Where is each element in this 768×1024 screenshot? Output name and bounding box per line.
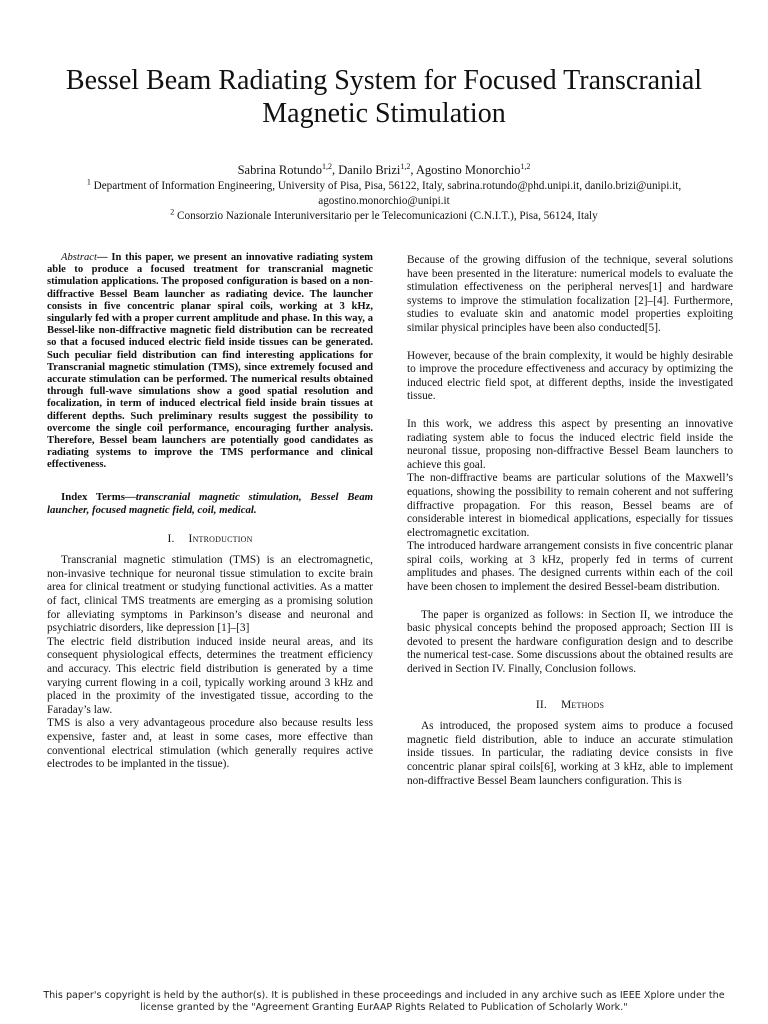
- body-paragraph: The introduced hardware arrangement consists in five concentric planar spiral coils, working at 3 kHz, properly fed in terms of current amplitudes and phases. The designed currents within each of the coil have been chosen to implement the desired Bessel-beam distribution.: [407, 540, 733, 594]
- index-terms: Index Terms—transcranial magnetic stimulation, Bessel Beam launcher, focused magnetic field, coil, medical.: [47, 490, 373, 516]
- author-name: Sabrina Rotundo: [237, 163, 322, 177]
- right-column: [407, 254, 733, 788]
- author-affil-sup: 1,2: [400, 161, 411, 171]
- left-column: [47, 252, 373, 772]
- affiliation-2: $^2$ Consorzio Nazionale Interuniversitario per le Telecomunicazioni (C.N.I.T.), Pisa, 56124, Italy: [170, 207, 598, 222]
- body-paragraph: However, because of the brain complexity, it would be highly desirable to improve the procedure effectiveness and accuracy by optimizing the induced electric field spot, at different depths, inside the investigated tissue.: [407, 349, 733, 403]
- body-paragraph: The non-diffractive beams are particular solutions of the Maxwell’s equations, showing the possibility to remain coherent and not suffering diffractive propagation. For this reason, Bessel beams are of considerable interest in biomedical applications, especially for tissues electromagnetic excitation.: [407, 472, 733, 539]
- body-paragraph: The paper is organized as follows: in Section II, we introduce the basic physical concepts behind the proposed approach; Section III is devoted to present the hardware configuration design and to describe the numerical test-case. Some discussions about the obtained results are derived in Section IV. Finally, Conclusion follows.: [407, 608, 733, 676]
- body-paragraph: Transcranial magnetic stimulation (TMS) is an electromagnetic, non-invasive technique for neuronal tissue stimulation to excite brain area for clinical treatment or studying functional activities. As a matter of fact, clinical TMS treatments are emerging as a promising solution for alleviating symptoms in Parkinson’s disease and neuronal and psychiatric disorders, like depression [1]–[3]: [47, 554, 373, 635]
- author-affil-sup: 1,2: [520, 161, 531, 171]
- section-heading-introduction: I. Introduction: [167, 532, 253, 545]
- body-paragraph: The electric field distribution induced inside neural areas, and its consequent physiological effects, determines the treatment efficiency and accuracy. This electric field distribution is generated by a time varying current flowing in a coil, typically working around 3 kHz and placed in the proximity of the investigated tissue, according to the Faraday’s law.: [47, 635, 373, 716]
- body-paragraph: TMS is also a very advantageous procedure also because results less expensive, faster and, at least in some cases, more effective than conventional electrical stimulation (which generally requires active electrodes to be implanted in the tissue).: [47, 717, 373, 771]
- author-affil-sup: 1,2: [321, 161, 332, 171]
- body-paragraph: As introduced, the proposed system aims to produce a focused magnetic field distribution, able to induce an accurate stimulation inside tissues. In particular, the radiating device consists in five concentric planar spiral coils[6], working at 3 kHz, able to implement non-diffractive Bessel Beam launchers configuration. This is: [407, 720, 733, 787]
- section-heading-methods: II. Methods: [535, 698, 605, 711]
- paper-title: Bessel Beam Radiating System for Focused Transcranial Magnetic Stimulation: [65, 65, 703, 129]
- author-line: Sabrina Rotundo$^{1,2}$, Danilo Brizi$^{1,2}$, Agostino Monorchio$^{1,2}$: [237, 161, 531, 177]
- affiliation-1: $^1$ Department of Information Engineering, University of Pisa, Pisa, 56122, Italy, sabrina.rotundo@phd.unipi.it, danilo.brizi@unipi.it, agostino.monorchio@unipi.it: [86, 177, 682, 207]
- body-paragraph: Because of the growing diffusion of the technique, several solutions have been presented in the literature: numerical models to evaluate the stimulation effectiveness on the peripheral nerves[1] and hardware systems to improve the stimulation focalization [2]–[4]. Furthermore, studies to evaluate skin and anatomic model properties exploiting similar physical principles have been also conducted[5].: [407, 254, 733, 334]
- author-name: Agostino Monorchio: [415, 163, 521, 177]
- author-name: Danilo Brizi: [338, 163, 401, 177]
- body-paragraph: In this work, we address this aspect by presenting an innovative radiating system able to focus the induced electric field inside the neuronal tissue, proposing non-diffractive Bessel Beam launchers to achieve this goal.: [407, 417, 733, 471]
- abstract: Abstract— In this paper, we present an innovative radiating system able to produce a focused treatment for transcranial magnetic stimulation applications. The proposed configuration is based on a non-diffractive Bessel Beam launcher as radiating device. The launcher consists in five concentric planar spiral coils, working at 3 kHz, singularly fed with a proper current amplitude and phase. In this way, a Bessel-like non-diffractive magnetic field distribution can be recreated so that a focused induced electric field inside tissues can be generated. Such peculiar field distribution can find interesting applications for Transcranial magnetic stimulation (TMS), since extremely focused and accurate stimulation can be performed. The numerical results obtained through full-wave simulations show a good spatial resolution and focalization, in term of induced electrical field inside brain tissues at different depths. Such preliminary results suggest the possibility to overcome the single coil performance, encouraging further analysis. Therefore, Bessel beam launchers are potentially good candidates as radiating systems to improve the TMS performance and clinical effectiveness.: [47, 252, 373, 471]
- copyright-footer: This paper's copyright is held by the author(s). It is published in these proceedings and included in any archive such as IEEE Xplore under the license granted by the "Agreement Granting EurAAP Rights Related to Publication of Scholarly Work.": [43, 990, 725, 1013]
